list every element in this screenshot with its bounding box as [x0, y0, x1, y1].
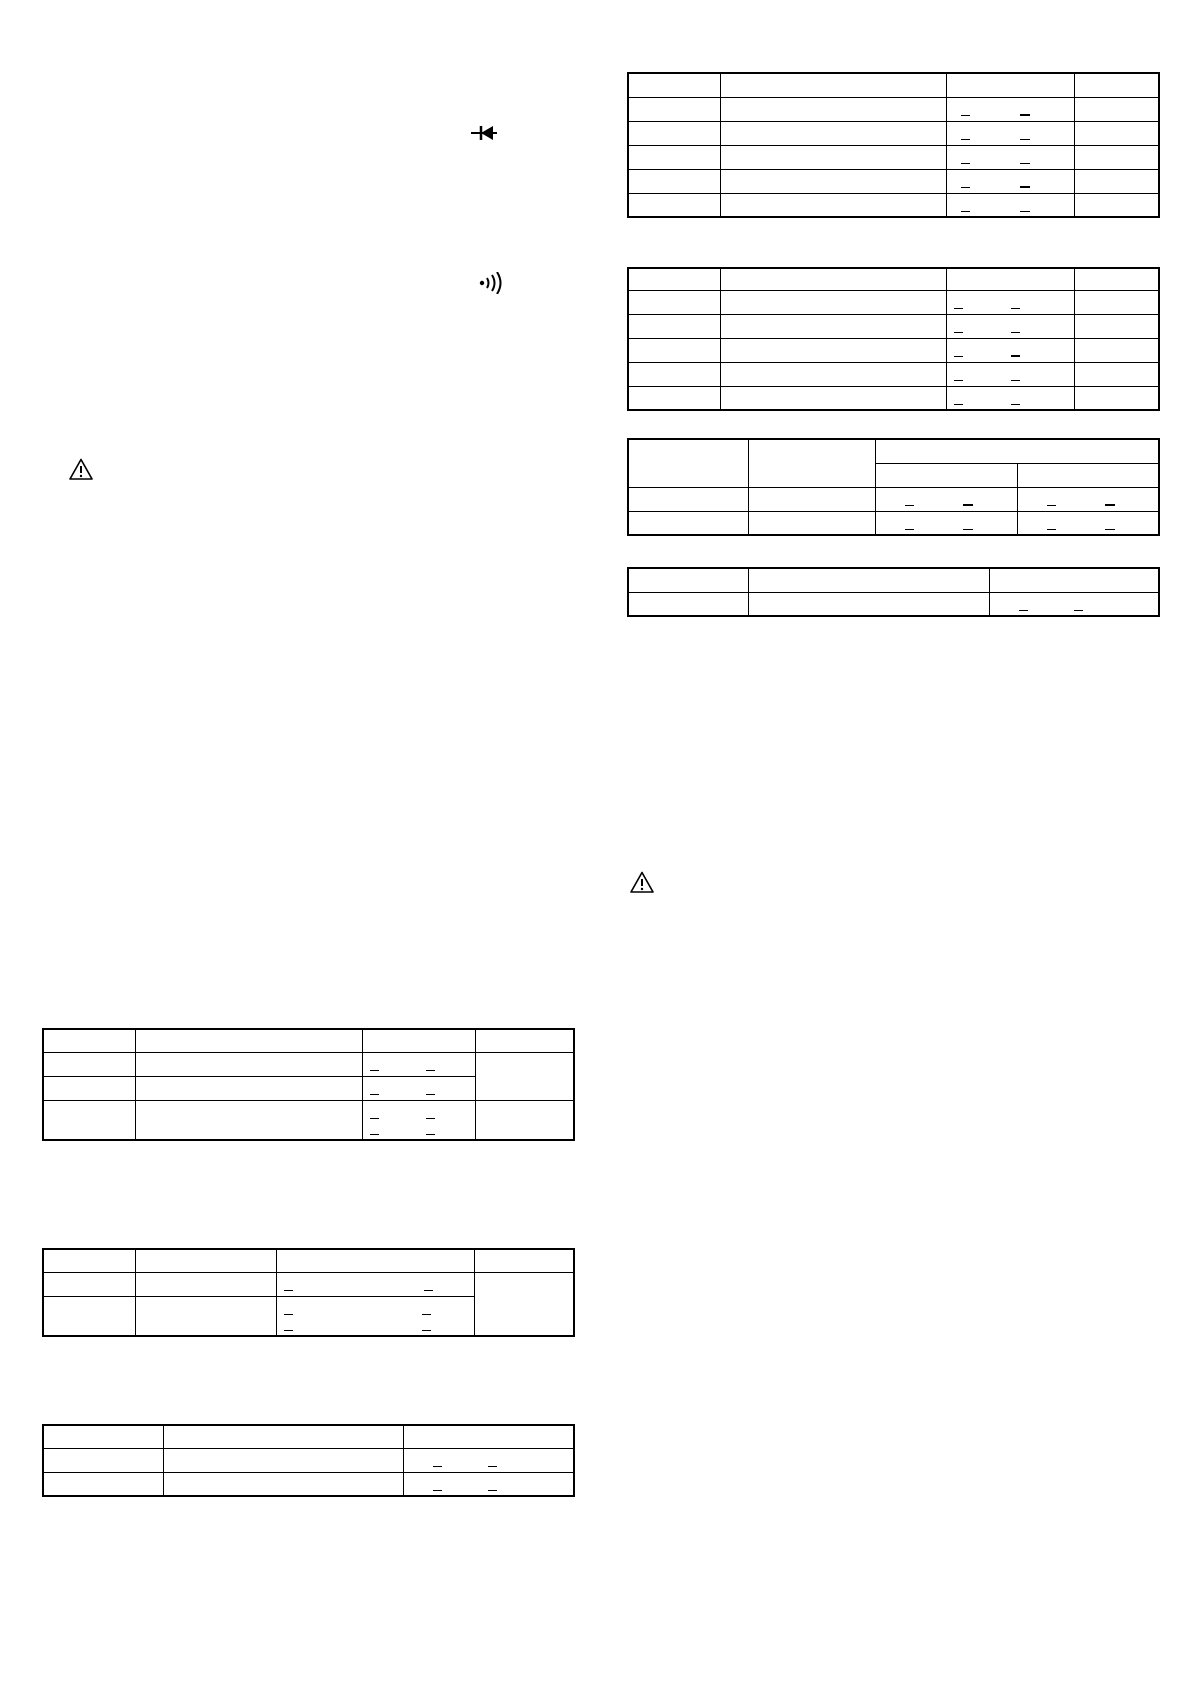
- table-cell: [362, 1052, 475, 1076]
- table-cell: [43, 1029, 135, 1052]
- spec-table-left-3: [42, 1424, 575, 1497]
- table-cell: [875, 511, 1017, 535]
- spec-table-right-2: [627, 267, 1160, 411]
- table-cell: [989, 592, 1159, 616]
- continuity-buzzer-icon: [478, 272, 504, 294]
- table-cell: [946, 193, 1074, 217]
- table-cell: [362, 1029, 475, 1052]
- table-cell: [403, 1448, 574, 1472]
- table-cell: [276, 1272, 474, 1296]
- table-cell: [403, 1472, 574, 1496]
- table-cell: [475, 1029, 574, 1052]
- spec-table-left-1: [42, 1028, 575, 1141]
- table-cell: [946, 121, 1074, 145]
- table-cell: [946, 169, 1074, 193]
- table-cell: [946, 314, 1074, 338]
- table-cell: [362, 1076, 475, 1100]
- table-cell: [946, 338, 1074, 362]
- table-cell: [135, 1029, 362, 1052]
- spec-table-right-4: [627, 567, 1160, 617]
- table-cell: [946, 290, 1074, 314]
- spec-table-right-1: [627, 72, 1160, 218]
- table-cell: [946, 145, 1074, 169]
- spec-table-right-3: [627, 438, 1160, 536]
- table-cell: [1017, 487, 1159, 511]
- table-cell: [362, 1100, 475, 1140]
- diode-icon: [471, 124, 497, 142]
- table-cell: [875, 487, 1017, 511]
- table-cell: [946, 97, 1074, 121]
- warning-triangle-icon: [630, 871, 654, 893]
- table-cell: [1017, 511, 1159, 535]
- table-cell: [276, 1296, 474, 1336]
- table-cell: [946, 386, 1074, 410]
- spec-table-left-2: [42, 1248, 575, 1337]
- table-cell: [946, 362, 1074, 386]
- warning-triangle-icon: [69, 458, 93, 480]
